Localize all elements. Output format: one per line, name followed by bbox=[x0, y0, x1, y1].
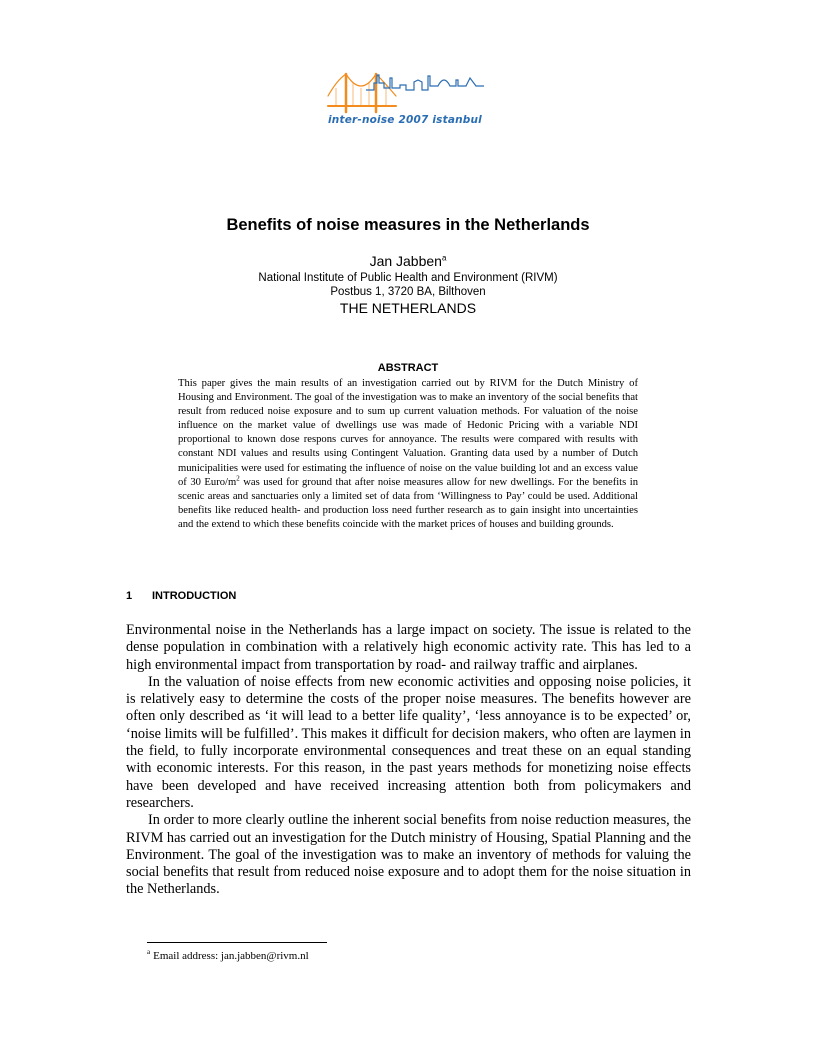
footnote-text: Email address: jan.jabben@rivm.nl bbox=[153, 950, 309, 962]
section-title: INTRODUCTION bbox=[152, 590, 237, 602]
body-paragraph: In order to more clearly outline the inherent social benefits from noise reduction measures, the RIVM has carried out an investigation for the Dutch ministry of Housing, Spatial Planning and the Environment. The goal of the investigation was to make an inventory of methods for valuing the social benefits that result from reduced noise exposure and to adopt them for the noise situation in the Netherlands. bbox=[126, 812, 691, 898]
abstract-body bbox=[178, 377, 638, 532]
abstract-heading: ABSTRACT bbox=[377, 362, 439, 374]
paper-title: Benefits of noise measures in the Netherlands bbox=[226, 216, 590, 234]
skyline-icon bbox=[366, 75, 484, 90]
body-paragraph: In the valuation of noise effects from new economic activities and opposing noise policies, it is relatively easy to determine the costs of the proper noise measures. The benefits however are often only described as ‘it will lead to a better life quality’, ‘less annoyance is to be expected’ or, ‘noise limits will be fulfilled’. This makes it difficult for decision makers, who often are laymen in the field, to fully incorporate environmental consequences and treat these on an equal standing with economic interests. For this reason, in the past years methods for monetizing noise effects have been developed and have received increasing attention both from policymakers and researchers. bbox=[126, 673, 691, 811]
author-country: THE NETHERLANDS bbox=[339, 300, 477, 316]
section-body bbox=[126, 622, 691, 899]
body-paragraph: Environmental noise in the Netherlands has a large impact on society. The issue is related to the dense population in combination with a relatively high economic activity rate. This has led to a high environmental impact from transportation by road- and railway traffic and airplanes. bbox=[126, 622, 691, 673]
bridge-icon bbox=[328, 74, 396, 112]
abstract-text-2: was used for ground that after noise measures allow for new dwellings. For the benefits in scenic areas and sanctuaries only a limited set of data from ‘Willingness to Pay’ could be used. Additional benefits like reduced health- and production loss need further research as to gain insight into uncertainties and the extend to which these benefits coincide with the market prices of houses and building grounds. bbox=[178, 476, 638, 530]
author-address: Postbus 1, 3720 BA, Bilthoven bbox=[330, 286, 486, 298]
author-name: Jan Jabben bbox=[369, 253, 442, 269]
footnote bbox=[147, 950, 309, 962]
author-line bbox=[0, 253, 816, 269]
section-heading bbox=[126, 590, 236, 602]
author-institution: National Institute of Public Health and Environment (RIVM) bbox=[258, 272, 558, 284]
footnote-divider bbox=[147, 942, 327, 943]
abstract-superscript: 2 bbox=[236, 474, 240, 483]
abstract-text-1: This paper gives the main results of an investigation carried out by RIVM for the Dutch Ministry of Housing and Environment. The goal of the investigation was to make an inventory of the social benefits that result from reduced noise exposure and to sum up current valuation methods. For valuation of the noise influence on the market value of dwellings use was made of Hedonic Pricing with a variable NDI proportional to known dose respons curves for annoyance. The results were compared with results with constant NDI values and results using Contingent Valuation. Granting data used by a number of Dutch municipalities were used for estimating the influence of noise on the value building lot and an excess value of 30 Euro/m bbox=[178, 378, 638, 488]
author-footnote-mark: a bbox=[441, 253, 447, 263]
conference-name: inter-noise 2007 istanbul bbox=[328, 114, 482, 126]
footnote-mark: a bbox=[147, 948, 151, 957]
section-number: 1 bbox=[126, 590, 133, 602]
